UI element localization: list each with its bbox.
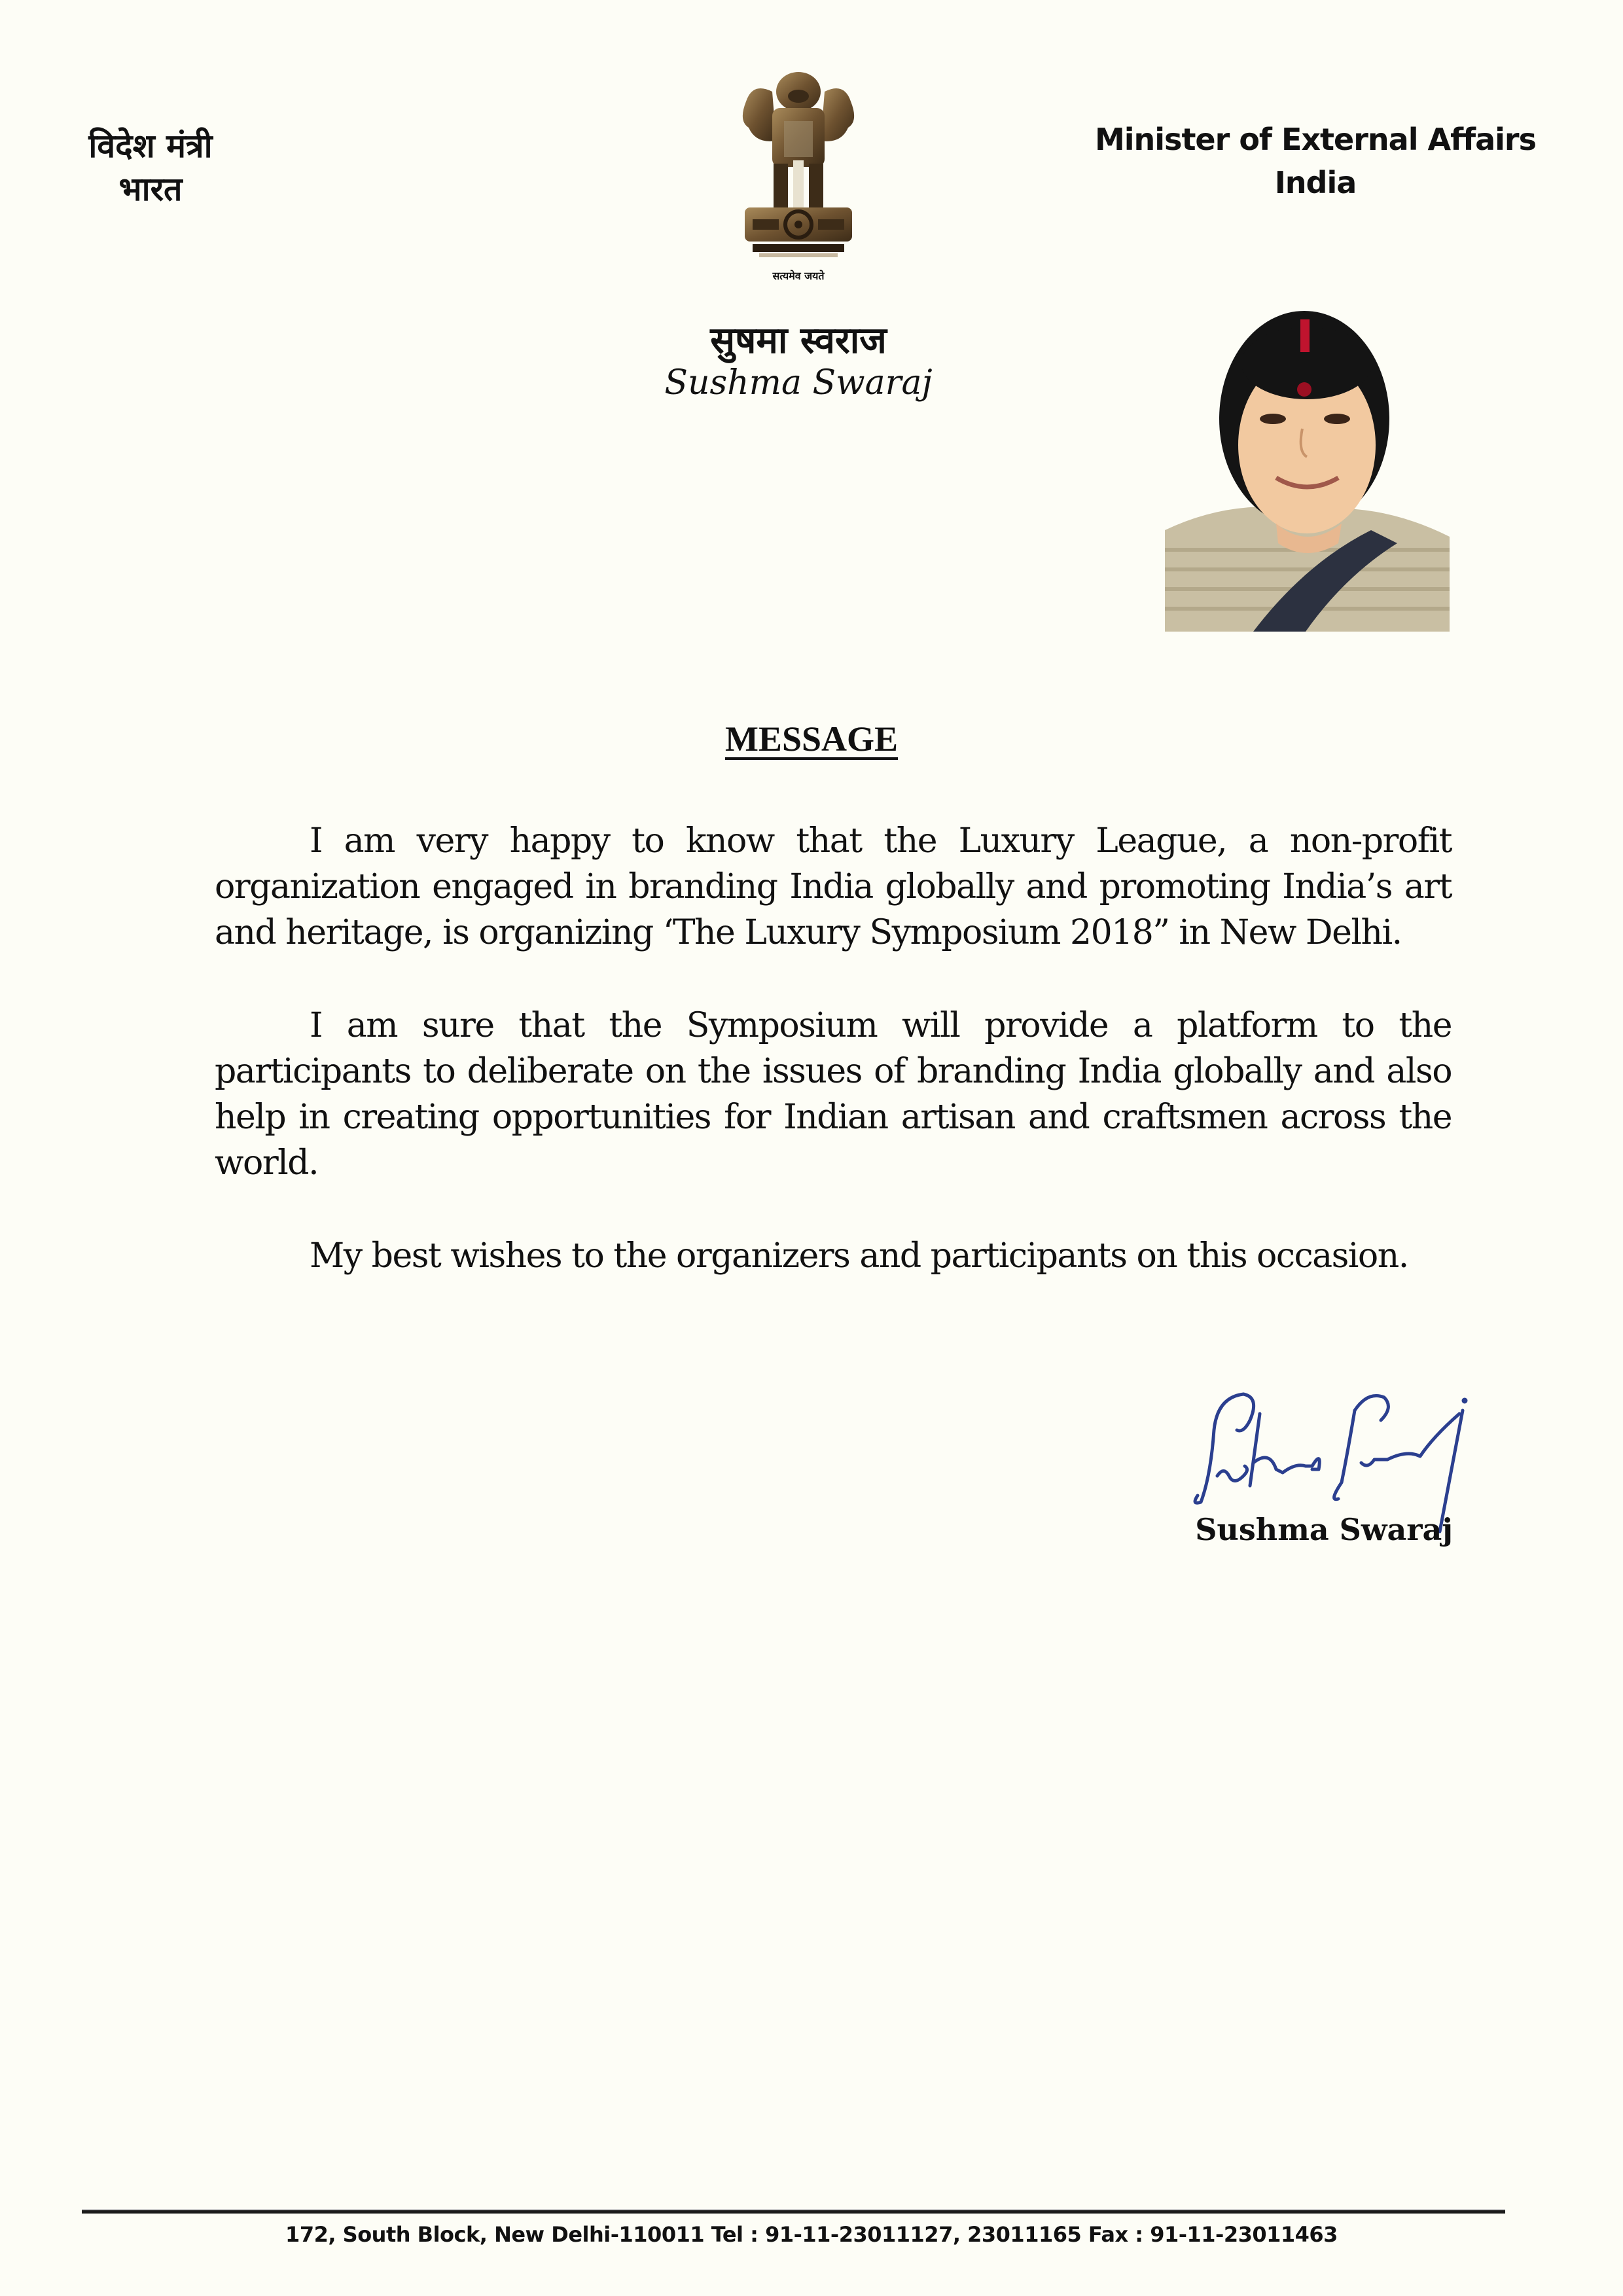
english-designation-line2: India <box>1274 165 1357 200</box>
message-paragraph: I am very happy to know that the Luxury League, a non-profit organization engaged in branding India globally and promoting India’s art and heritage, is organizing ‘The Luxury Symposium 2018” in New Delhi. <box>215 821 1452 952</box>
footer-address: 172, South Block, New Delhi-110011 Tel : 91-11-23011127, 23011165 Fax : 91-11-23011463 <box>285 2222 1338 2247</box>
message-heading: MESSAGE <box>724 719 899 759</box>
english-designation <box>1086 118 1544 204</box>
signatory-name: Sushma Swaraj <box>1195 1512 1453 1547</box>
national-emblem-icon <box>726 62 870 265</box>
minister-name-hindi: सुषमा स्वराज <box>710 319 887 362</box>
hindi-designation-line1: विदेश मंत्री <box>88 127 213 165</box>
emblem-motto: सत्यमेव जयते <box>772 270 825 282</box>
message-paragraph: I am sure that the Symposium will provide a platform to the participants to deliberate on the issues of branding India globally and also help in creating opportunities for Indian artisan and craftsmen across the world. <box>215 1006 1452 1183</box>
message-paragraph: My best wishes to the organizers and participants on this occasion. <box>310 1236 1408 1276</box>
hindi-designation-line2: भारत <box>118 170 183 208</box>
message-body <box>215 818 1452 1326</box>
english-designation-line1: Minister of External Affairs <box>1095 122 1536 157</box>
minister-portrait-photo <box>1155 288 1453 632</box>
footer-divider <box>82 2209 1505 2214</box>
minister-name-english: Sushma Swaraj <box>664 363 933 403</box>
hindi-designation <box>65 124 236 211</box>
